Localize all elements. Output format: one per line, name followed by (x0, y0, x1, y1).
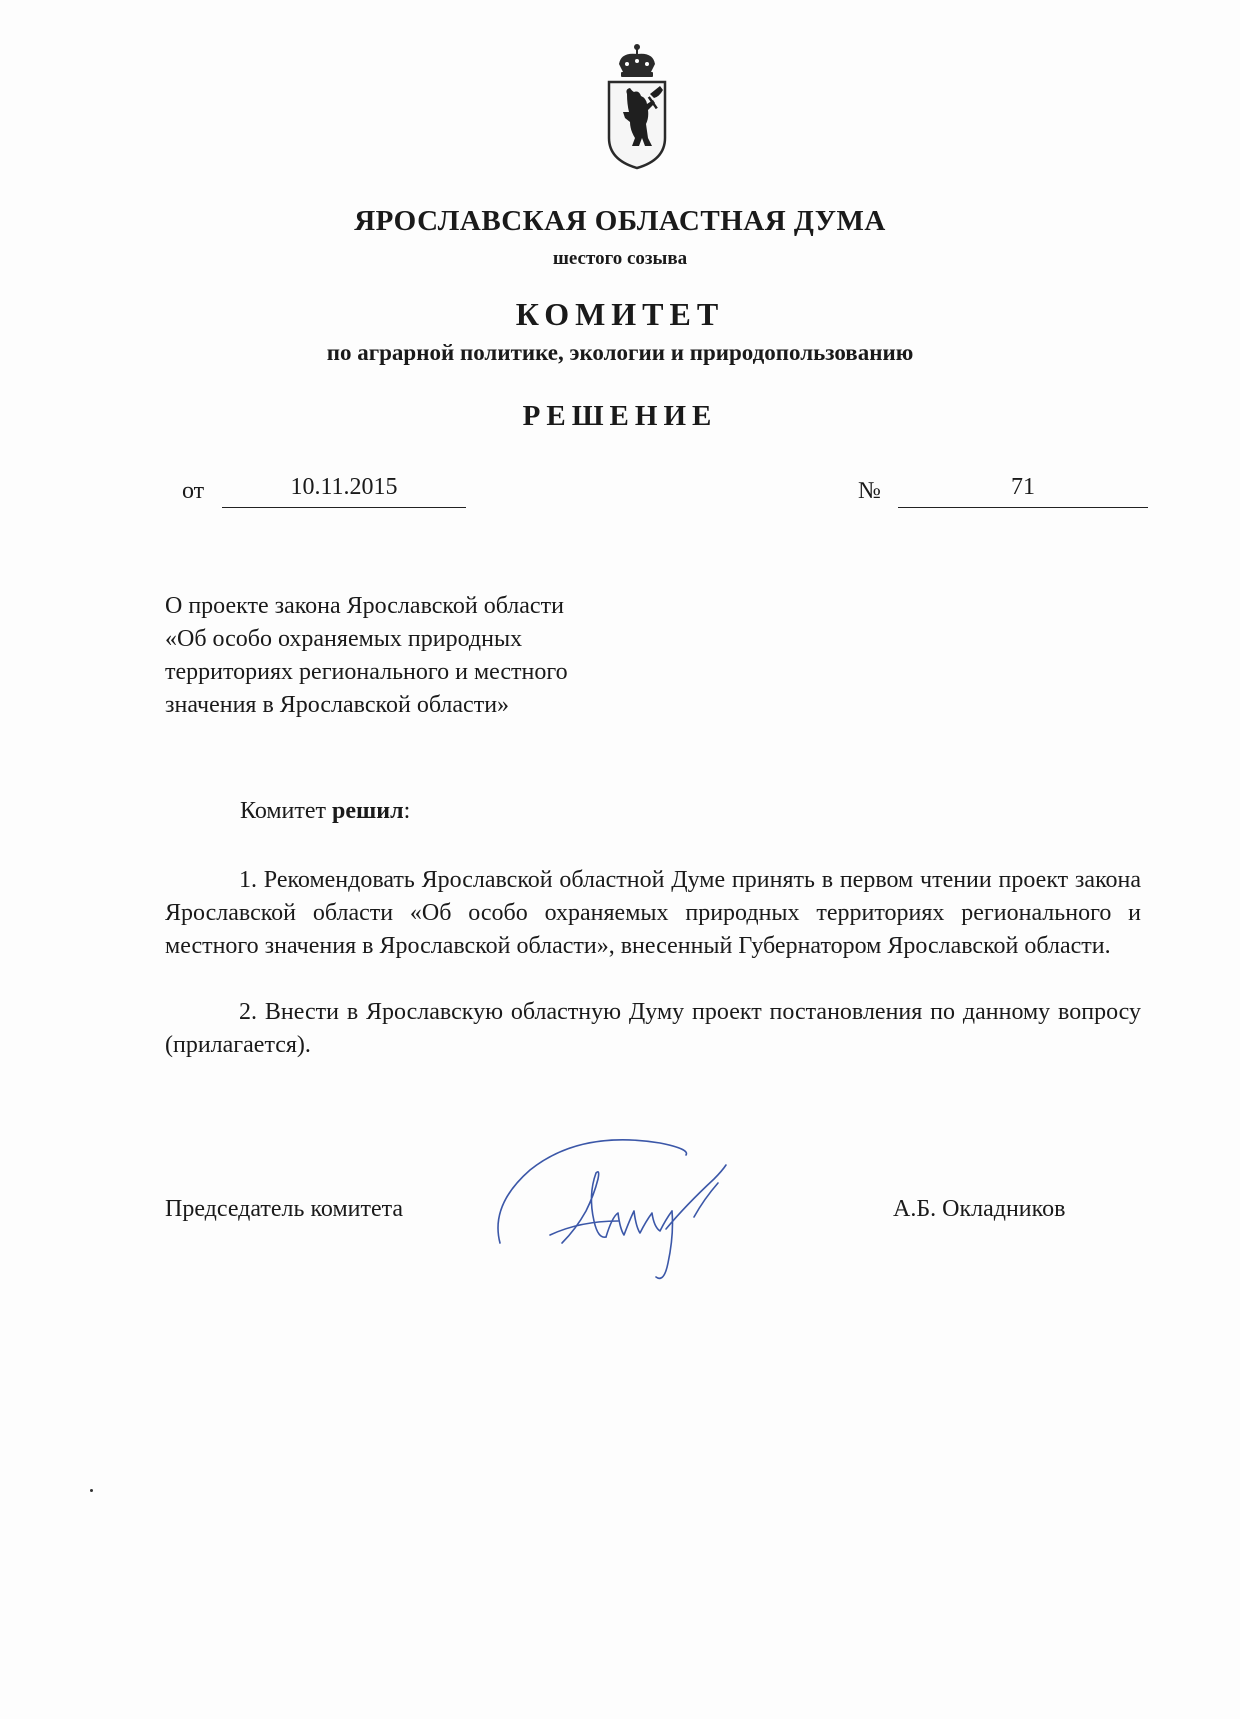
number-value: 71 (898, 474, 1148, 508)
committee-title: КОМИТЕТ (515, 296, 725, 332)
decision-intro-prefix: Комитет (240, 798, 333, 824)
number-label: № (858, 478, 881, 504)
subject-line: значения в Ярославской области» (165, 692, 510, 718)
org-title: ЯРОСЛАВСКАЯ ОБЛАСТНАЯ ДУМА (354, 205, 886, 237)
decision-intro-suffix: : (403, 798, 411, 824)
decision-intro (240, 798, 410, 825)
decision-item-1: 1. Рекомендовать Ярославской областной Думе принять в первом чтении проект закона Ярославской области «Об особо охраняемых природных территориях регионального и местного значения в Ярославской области», внесенный Губернатором Ярославской области. (165, 867, 1141, 959)
date-value: 10.11.2015 (222, 474, 466, 508)
date-label: от (182, 478, 205, 504)
decision-intro-verb: решил (332, 798, 404, 824)
subject-line: О проекте закона Ярославской области (165, 593, 564, 619)
signatory-role: Председатель комитета (165, 1196, 404, 1222)
handwritten-signature (490, 1125, 790, 1295)
scan-speck (90, 1489, 93, 1492)
decision-item-2: 2. Внести в Ярославскую областную Думу проект постановления по данному вопросу (прилагается). (165, 999, 1141, 1058)
coat-of-arms-bear-icon (601, 42, 673, 172)
document-type-title: РЕШЕНИЕ (522, 400, 718, 432)
subject-line: «Об особо охраняемых природных (165, 626, 523, 652)
document-subject (165, 590, 725, 722)
convocation-label: шестого созыва (552, 248, 688, 269)
subject-line: территориях регионального и местного (165, 659, 568, 685)
signatory-name: А.Б. Окладников (893, 1196, 1066, 1222)
committee-subtitle: по аграрной политике, экологии и природопользованию (326, 340, 914, 365)
